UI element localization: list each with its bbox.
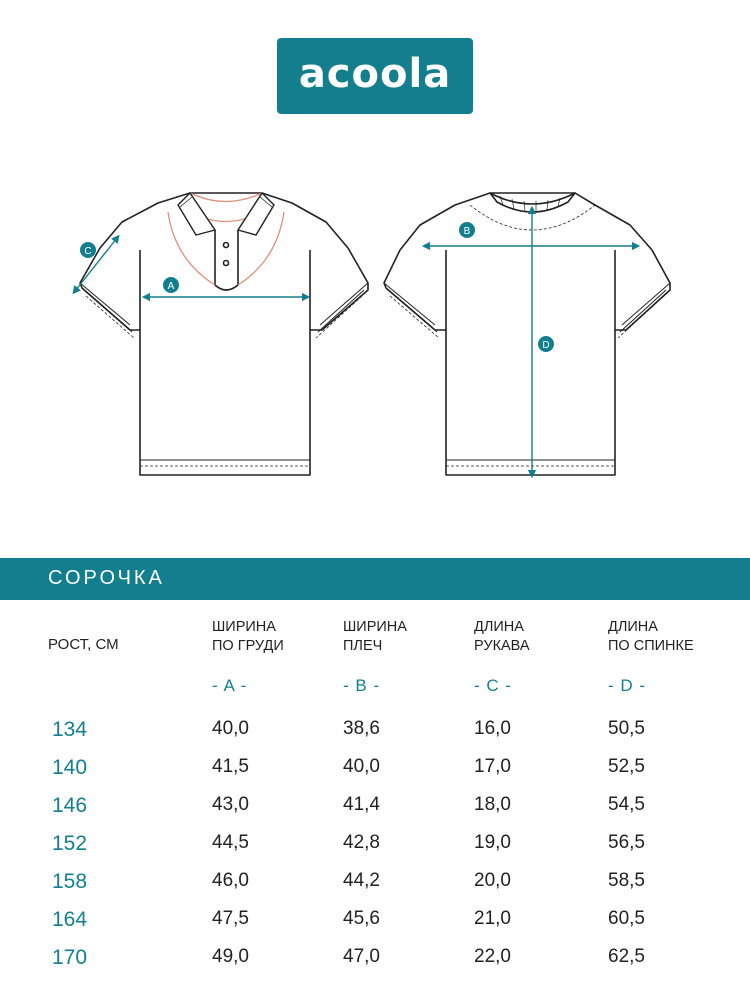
row-height: 134 (52, 718, 88, 741)
cell-sleeve-length: 18,0 (474, 794, 511, 815)
column-header-line1: ШИРИНА (343, 619, 407, 635)
column-header-chest-width (212, 618, 284, 656)
section-title: СОРОЧКА (48, 567, 165, 589)
column-header-line1: ШИРИНА (212, 619, 276, 635)
marker-a: A (167, 281, 175, 292)
table-row (0, 870, 750, 900)
marker-c: C (84, 246, 92, 257)
section-bar (0, 558, 750, 600)
column-header-line2: ПЛЕЧ (343, 638, 383, 654)
row-height: 164 (52, 908, 88, 931)
table-row (0, 832, 750, 862)
cell-sleeve-length: 17,0 (474, 756, 511, 777)
column-header-back-length (608, 618, 694, 656)
cell-shoulder-width: 42,8 (343, 832, 380, 853)
cell-shoulder-width: 41,4 (343, 794, 380, 815)
cell-sleeve-length: 16,0 (474, 718, 511, 739)
table-row (0, 794, 750, 824)
cell-back-length: 62,5 (608, 946, 645, 967)
cell-sleeve-length: 22,0 (474, 946, 511, 967)
row-height: 152 (52, 832, 88, 855)
cell-chest-width: 43,0 (212, 794, 249, 815)
polo-shirt-back-icon (384, 193, 670, 475)
cell-sleeve-length: 21,0 (474, 908, 511, 929)
cell-back-length: 60,5 (608, 908, 645, 929)
garment-illustration (0, 160, 750, 490)
column-letter-a: - A - (212, 676, 248, 695)
cell-shoulder-width: 44,2 (343, 870, 380, 891)
row-height: 158 (52, 870, 88, 893)
column-header-line1: ДЛИНА (474, 619, 524, 635)
row-height: 146 (52, 794, 88, 817)
cell-chest-width: 49,0 (212, 946, 249, 967)
cell-back-length: 52,5 (608, 756, 645, 777)
row-height: 170 (52, 946, 88, 969)
table-row (0, 756, 750, 786)
cell-chest-width: 40,0 (212, 718, 249, 739)
marker-d: D (542, 340, 550, 351)
column-header-line1: ДЛИНА (608, 619, 658, 635)
brand-logo-text: acoola (298, 51, 452, 97)
table-row (0, 908, 750, 938)
column-header-shoulder-width (343, 618, 407, 656)
cell-shoulder-width: 38,6 (343, 718, 380, 739)
polo-shirt-front-icon (80, 193, 368, 475)
column-header-sleeve-length (474, 618, 530, 656)
table-row (0, 718, 750, 748)
cell-shoulder-width: 40,0 (343, 756, 380, 777)
cell-shoulder-width: 45,6 (343, 908, 380, 929)
cell-back-length: 58,5 (608, 870, 645, 891)
table-row (0, 946, 750, 976)
column-letter-b: - B - (343, 676, 381, 695)
cell-chest-width: 44,5 (212, 832, 249, 853)
column-letter-c: - C - (474, 676, 513, 695)
cell-chest-width: 47,5 (212, 908, 249, 929)
cell-chest-width: 46,0 (212, 870, 249, 891)
cell-sleeve-length: 20,0 (474, 870, 511, 891)
brand-logo (277, 38, 473, 114)
row-height: 140 (52, 756, 88, 779)
column-header-line2: ПО ГРУДИ (212, 638, 284, 654)
cell-back-length: 56,5 (608, 832, 645, 853)
cell-back-length: 50,5 (608, 718, 645, 739)
height-column-header: РОСТ, СМ (48, 636, 119, 653)
marker-b: B (463, 226, 471, 237)
cell-chest-width: 41,5 (212, 756, 249, 777)
column-header-line2: ПО СПИНКЕ (608, 638, 694, 654)
cell-sleeve-length: 19,0 (474, 832, 511, 853)
column-header-line2: РУКАВА (474, 638, 530, 654)
column-letter-d: - D - (608, 676, 647, 695)
cell-shoulder-width: 47,0 (343, 946, 380, 967)
cell-back-length: 54,5 (608, 794, 645, 815)
